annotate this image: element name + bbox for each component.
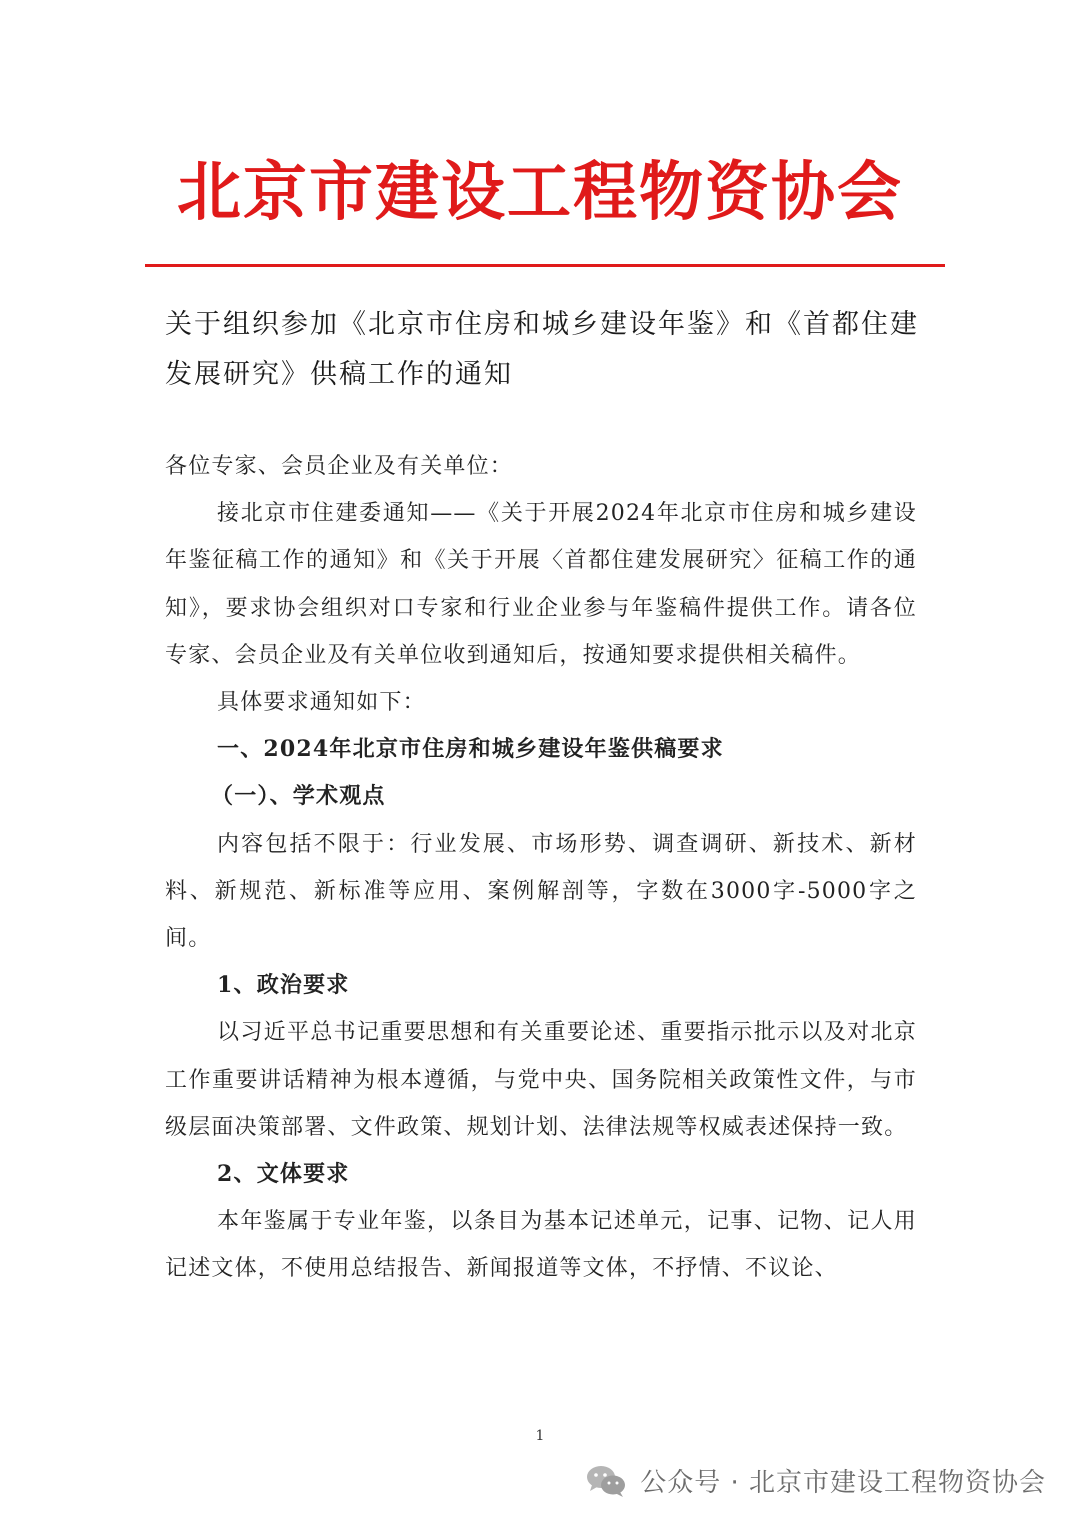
document-title	[165, 300, 925, 400]
wechat-icon	[586, 1464, 626, 1498]
item-1-paragraph: 以习近平总书记重要思想和有关重要论述、重要指示批示以及对北京工作重要讲话精神为根本遵循，与党中央、国务院相关政策性文件，与市级层面决策部署、文件政策、规划计划、法律法规等权威表述保持一致。	[165, 1020, 917, 1140]
title-line-1: 关于组织参加《北京市住房和城乡建设年鉴》和《首都住建	[165, 309, 919, 340]
letterhead-divider	[145, 264, 945, 267]
document-body	[165, 443, 917, 1293]
item-2-paragraph: 本年鉴属于专业年鉴，以条目为基本记述单元，记事、记物、记人用记述文体，不使用总结报告、新闻报道等文体，不抒情、不议论、	[165, 1209, 917, 1282]
wechat-watermark	[586, 1462, 1046, 1499]
lead-in-paragraph: 具体要求通知如下：	[217, 690, 426, 716]
title-line-2: 发展研究》供稿工作的通知	[165, 359, 513, 390]
subsection-1-paragraph: 内容包括不限于：行业发展、市场形势、调查调研、新技术、新材料、新规范、新标准等应用、案例解剖等，字数在3000字-5000字之间。	[165, 831, 917, 952]
item-2-heading: 2、文体要求	[217, 1161, 350, 1188]
letterhead-title: 北京市建设工程物资协会	[177, 155, 903, 230]
watermark-text: 公众号 · 北京市建设工程物资协会	[640, 1468, 1046, 1498]
item-1-heading: 1、政治要求	[217, 972, 350, 999]
section-1-heading: 一、2024年北京市住房和城乡建设年鉴供稿要求	[217, 736, 724, 763]
page-number: 1	[535, 1428, 545, 1444]
salutation: 各位专家、会员企业及有关单位：	[165, 454, 514, 479]
intro-paragraph: 接北京市住建委通知——《关于开展2024年北京市住房和城乡建设年鉴征稿工作的通知》和《关于开展〈首都住建发展研究〉征稿工作的通知》，要求协会组织对口专家和行业企业参与年鉴稿件提供工作。请各位专家、会员企业及有关单位收到通知后，按通知要求提供相关稿件。	[165, 501, 917, 668]
subsection-1-heading: （一）、学术观点	[211, 783, 386, 810]
